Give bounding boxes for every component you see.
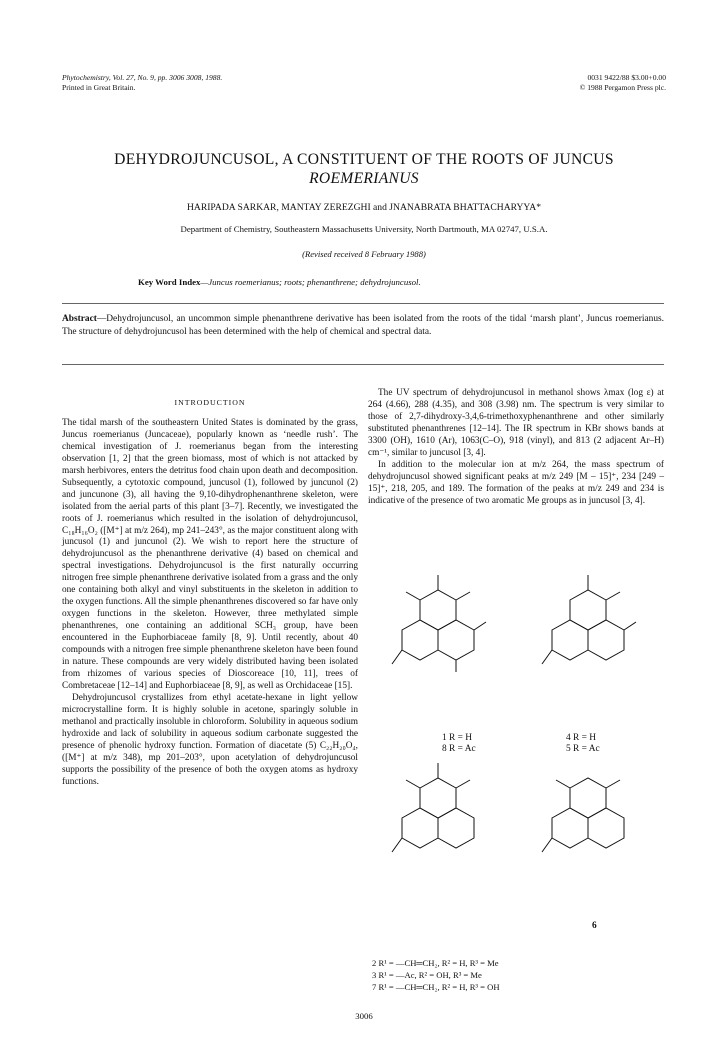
left-column <box>62 397 358 789</box>
affiliation: Department of Chemistry, Southeastern Massachusetts University, North Dartmouth, MA 02747, U.S.A. <box>180 224 548 234</box>
label-5: 5 R = Ac <box>566 744 600 754</box>
page-number: 3006 <box>355 1011 373 1021</box>
title-line-1: DEHYDROJUNCUSOL, A CONSTITUENT OF THE ROOTS OF JUNCUS <box>114 151 614 168</box>
code-line-1: 0031 9422/88 $3.00+0.00 <box>587 73 666 82</box>
rule-bottom <box>62 364 664 365</box>
keywords <box>138 277 421 287</box>
abstract-text: —Dehydrojuncusol, an uncommon simple phenanthrene derivative has been isolated from the roots of the tidal ‘marsh plant’, Juncus roemerianus. The structure of dehydrojuncusol has been determined with the help of chemical and spectral data. <box>62 314 664 337</box>
label-8: 8 R = Ac <box>442 744 476 754</box>
journal-line-1: Phytochemistry, Vol. 27, No. 9, pp. 3006 3008, 1988. <box>62 73 223 82</box>
article-title <box>40 150 688 188</box>
structure-2-3-7 <box>392 763 474 852</box>
right-column <box>368 388 664 508</box>
right-paragraph-2: In addition to the molecular ion at m/z 264, the mass spectrum of dehydrojuncusol showed significant peaks at m/z 249 [M – 15]⁺, 234 [249 – 15]⁺, 218, 205, and 189. The formation of the peaks at m/z 249 and 234 is indicative of the presence of two aromatic Me groups as in juncusol [3, 4]. <box>368 459 664 506</box>
copyright-block <box>580 73 666 93</box>
journal-line-2: Printed in Great Britain. <box>62 83 136 92</box>
label-3: 3 R¹ = —Ac, R² = OH, R³ = Me <box>372 970 482 980</box>
label-6: 6 <box>592 921 597 931</box>
label-4: 4 R = H <box>566 733 597 743</box>
code-line-2: © 1988 Pergamon Press plc. <box>579 83 666 92</box>
chemical-structures-figure <box>368 560 664 1020</box>
intro-paragraph-2: Dehydrojuncusol crystallizes from ethyl acetate-hexane in light yellow microcrystalline form. It is highly soluble in acetone, sparingly soluble in methanol and practically insoluble in chloroform. Solubility in aqueous sodium hydroxide and lack of solubility in aqueous sodium carbonate suggested the presence of phenolic hydroxy function. Formation of diacetate (5) C₂₂H₂₀O₄, ([M⁺] at m/z 348), mp 201–203°, upon acetylation of dehydrojuncusol supports the possibility of the presence of both the oxygen atoms as hydroxy functions. <box>62 692 358 787</box>
structure-4 <box>542 575 636 664</box>
keywords-text: —Juncus roemerianus; roots; phenanthrene; dehydrojuncusol. <box>200 277 421 287</box>
structure-1 <box>392 575 486 672</box>
label-2: 2 R¹ = —CH═CH₂, R² = H, R³ = Me <box>372 958 499 968</box>
abstract-label: Abstract <box>62 314 97 324</box>
received-date: (Revised received 8 February 1988) <box>302 249 426 259</box>
intro-heading: INTRODUCTION <box>174 398 246 407</box>
rule-top <box>62 303 664 304</box>
title-line-2: ROEMERIANUS <box>309 170 419 187</box>
intro-paragraph-1: The tidal marsh of the southeastern United States is dominated by the grass, Juncus roemerianus (Juncaceae), popularly known as ‘needle rush’. The chemical investigation of J. roemerianus began from the interesting observation [1, 2] that the green biomass, most of which is not attacked by marsh herbivores, enters the detritus food chain upon death and decomposition. Subsequently, a cytotoxic compound, juncusol (1), followed by juncunol (2) and juncunone (3), all having the 9,10-dihydrophenanthrene skeleton, were isolated from the aerial parts of this plant [3–7]. Recently, we investigated the roots of J. roemerianus which resulted in the isolation of dehydrojuncusol, C₁₈H₁₆O₂ ([M⁺] at m/z 264), mp 241–243°, as the major constituent along with juncusol (1) and juncunol (2). We wish to report here the structure of dehydrojuncusol as the phenanthrene derivative (4) based on chemical and spectral investigations. Dehydrojuncusol is the first naturally occurring nitrogen free simple phenanthrene derivative isolated from a grass and the only one containing both alkyl and vinyl substituents in the skeleton in addition to the oxygen functions. All the simple phenanthrenes discovered so far have only oxygen functions in the skeleton. However, three methylated simple phenanthrenes, one containing an additional SCH₃ group, have been encountered in the Euphorbiaceae family [8, 9]. Until recently, about 40 compounds with a nitrogen free simple phenanthrene skeleton have been found in nature. These compounds are very widely distributed having been isolated from rhizomes of various species of Dioscoreace [10, 11], trees of Combretaceae [12–14] and Euphorbiaceae [8, 9], as well as Orchidaceae [15]. <box>62 417 358 691</box>
keywords-label: Key Word Index <box>138 277 201 287</box>
right-paragraph-1: The UV spectrum of dehydrojuncusol in methanol shows λmax (log ε) at 264 (4.66), 288 (4.35), and 308 (3.98) nm. The spectrum is very similar to those of 2,7-dihydroxy-3,4,6-trimethoxyphenanthrene and other similarly substituted phenanthrenes [12–14]. The IR spectrum in KBr shows bands at 3300 (OH), 1610 (Ar), 1063(C–O), 918 (vinyl), and 813 (2 adjacent Ar–H) cm⁻¹, similar to juncusol [3, 4]. <box>368 388 664 458</box>
journal-citation <box>62 73 222 93</box>
structure-6 <box>542 778 624 852</box>
label-1: 1 R = H <box>442 733 473 743</box>
abstract <box>62 313 664 339</box>
label-7: 7 R¹ = —CH═CH₂, R² = H, R³ = OH <box>372 982 500 992</box>
authors: HARIPADA SARKAR, MANTAY ZEREZGHI and JNANABRATA BHATTACHARYYA* <box>186 202 542 213</box>
